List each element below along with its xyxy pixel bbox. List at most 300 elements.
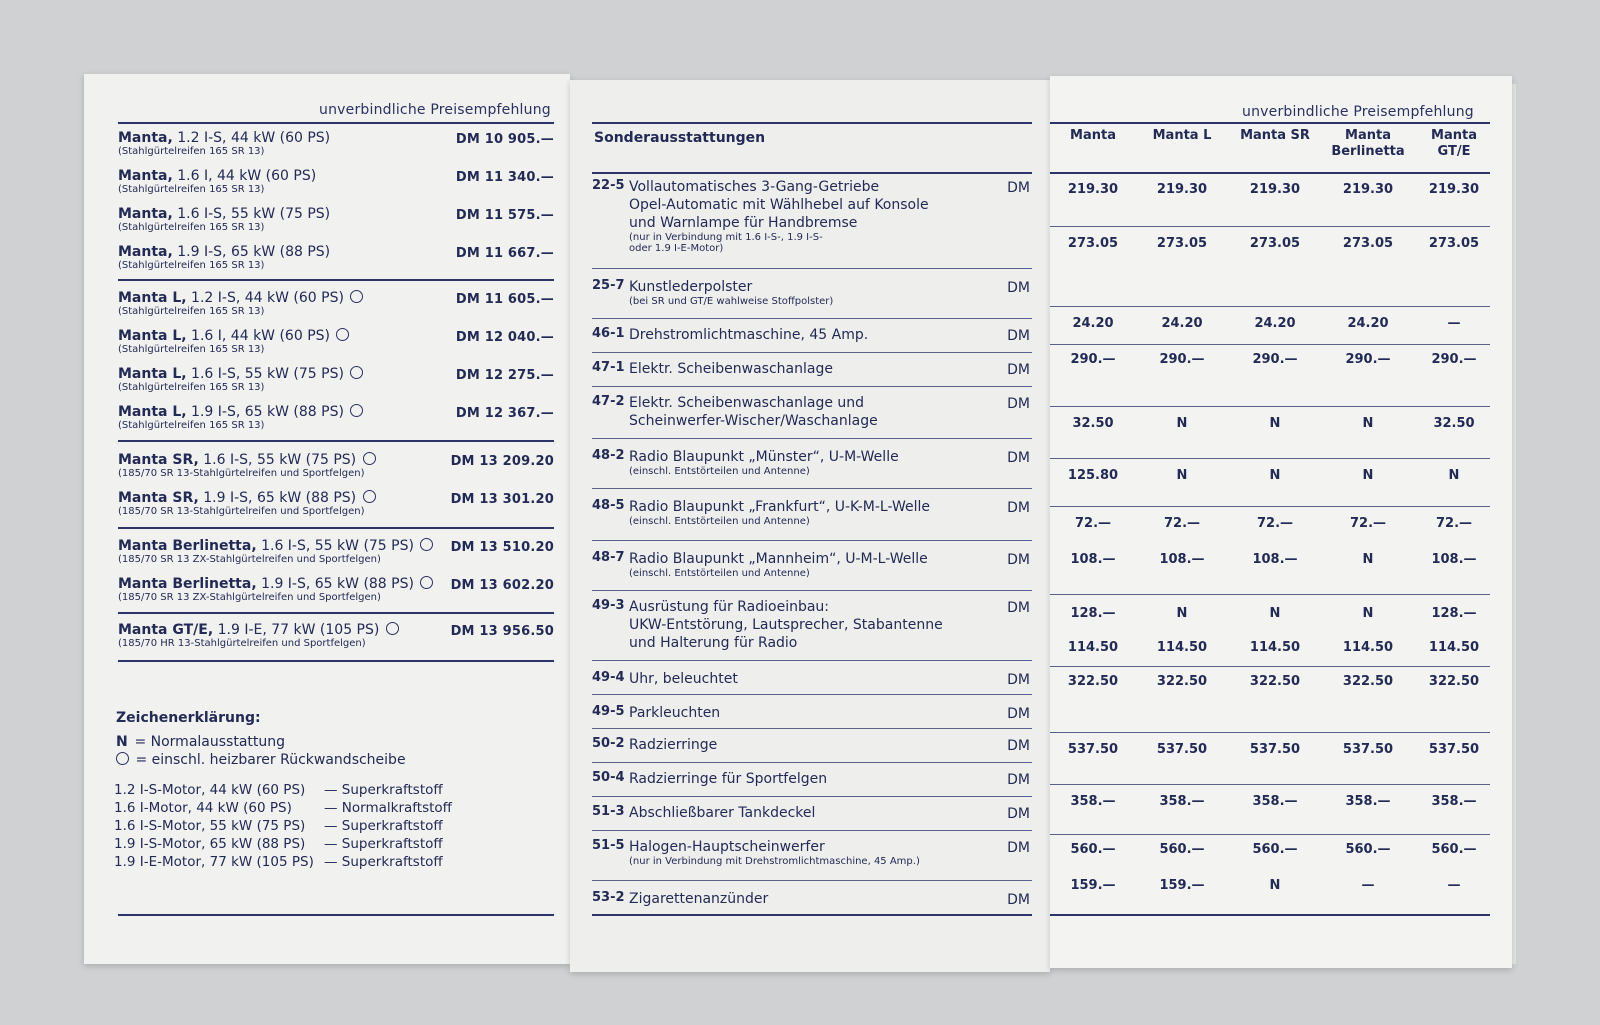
model-price: DM 10 905.— bbox=[455, 132, 554, 147]
option-rule bbox=[592, 762, 1032, 763]
price-row-rule bbox=[1050, 306, 1490, 307]
option-code: 46-1 bbox=[592, 326, 625, 341]
option-rule bbox=[592, 694, 1032, 695]
option-text-line: Radio Blaupunkt „Münster“, U-M-Welle bbox=[629, 449, 899, 465]
option-text-line: Radio Blaupunkt „Frankfurt“, U-K-M-L-Welle bbox=[629, 499, 930, 515]
option-code: 47-2 bbox=[592, 394, 625, 409]
engine-fuel-row bbox=[114, 854, 514, 870]
option-rule bbox=[592, 438, 1032, 439]
price-recommendation-header-right: unverbindliche Preisempfehlung bbox=[1242, 104, 1474, 120]
price-row-rule bbox=[1050, 732, 1490, 733]
price-cell: 273.05 bbox=[1342, 236, 1394, 251]
engine-name: 1.2 I-S-Motor, 44 kW (60 PS) bbox=[114, 782, 306, 798]
model-name: Manta SR, bbox=[118, 452, 199, 468]
option-description bbox=[629, 498, 969, 527]
engine-fuel-row bbox=[114, 836, 514, 852]
model-price: DM 11 605.— bbox=[455, 292, 554, 307]
model-spec: 1.9 I-S, 65 kW (88 PS) bbox=[186, 404, 349, 420]
model-entry bbox=[118, 206, 554, 233]
options-header-rule bbox=[592, 172, 1032, 174]
model-entry bbox=[118, 452, 554, 479]
option-rule bbox=[592, 540, 1032, 541]
model-name: Manta L, bbox=[118, 404, 187, 420]
price-cell: N bbox=[1176, 416, 1188, 431]
column-header-line: Manta L bbox=[1152, 128, 1212, 143]
group-rule bbox=[118, 527, 554, 529]
price-cell: 290.— bbox=[1431, 352, 1477, 367]
model-name: Manta, bbox=[118, 244, 173, 260]
price-row-rule bbox=[1050, 594, 1490, 595]
price-cell: 219.30 bbox=[1067, 182, 1119, 197]
price-cell: 358.— bbox=[1431, 794, 1477, 809]
option-code: 48-5 bbox=[592, 498, 625, 513]
price-row-rule bbox=[1050, 834, 1490, 835]
option-note: oder 1.9 I-E-Motor) bbox=[629, 243, 724, 254]
price-cell: 358.— bbox=[1070, 794, 1116, 809]
price-recommendation-header: unverbindliche Preisempfehlung bbox=[319, 102, 551, 118]
price-cell: 72.— bbox=[1074, 516, 1112, 531]
option-code: 48-7 bbox=[592, 550, 625, 565]
price-cell: 114.50 bbox=[1342, 640, 1394, 655]
price-cell: 159.— bbox=[1159, 878, 1205, 893]
option-rule bbox=[592, 488, 1032, 489]
option-rule bbox=[592, 268, 1032, 269]
price-cell: 72.— bbox=[1163, 516, 1201, 531]
option-code: 50-2 bbox=[592, 736, 625, 751]
model-spec: 1.9 I-E, 77 kW (105 PS) bbox=[213, 622, 384, 638]
option-code: 25-7 bbox=[592, 278, 625, 293]
option-description bbox=[629, 838, 969, 867]
price-cell: 125.80 bbox=[1067, 468, 1119, 483]
option-rule bbox=[592, 590, 1032, 591]
price-cell: 24.20 bbox=[1072, 316, 1114, 331]
heated-rear-window-icon bbox=[420, 576, 433, 589]
option-code: 47-1 bbox=[592, 360, 625, 375]
model-column-header bbox=[1139, 128, 1225, 144]
option-description bbox=[629, 178, 969, 254]
option-description bbox=[629, 360, 969, 378]
price-row-rule bbox=[1050, 458, 1490, 459]
model-price: DM 13 301.20 bbox=[450, 492, 554, 507]
option-text-line: Radzierringe bbox=[629, 737, 718, 753]
option-note: (einschl. Entstörteilen und Antenne) bbox=[629, 568, 810, 579]
option-text-line: Drehstromlichtmaschine, 45 Amp. bbox=[629, 327, 869, 343]
price-cell: 560.— bbox=[1252, 842, 1298, 857]
price-cell: 560.— bbox=[1345, 842, 1391, 857]
model-tyres: (Stahlgürtelreifen 165 SR 13) bbox=[118, 260, 265, 271]
fuel-type: — Normalkraftstoff bbox=[324, 800, 452, 816]
model-tyres: (Stahlgürtelreifen 165 SR 13) bbox=[118, 420, 265, 431]
group-rule bbox=[118, 612, 554, 614]
price-cell: 537.50 bbox=[1156, 742, 1208, 757]
option-text-line: Parkleuchten bbox=[629, 705, 721, 721]
model-price: DM 13 510.20 bbox=[450, 540, 554, 555]
model-spec: 1.9 I-S, 65 kW (88 PS) bbox=[172, 244, 331, 260]
model-name: Manta L, bbox=[118, 290, 187, 306]
option-code: 48-2 bbox=[592, 448, 625, 463]
price-cell: N bbox=[1269, 606, 1281, 621]
model-tyres: (Stahlgürtelreifen 165 SR 13) bbox=[118, 382, 265, 393]
option-text-line: Uhr, beleuchtet bbox=[629, 671, 738, 687]
column-header-line: Manta SR bbox=[1240, 128, 1310, 143]
price-cell: N bbox=[1362, 606, 1374, 621]
price-cell: 537.50 bbox=[1342, 742, 1394, 757]
model-name: Manta L, bbox=[118, 366, 187, 382]
engine-name: 1.9 I-S-Motor, 65 kW (88 PS) bbox=[114, 836, 306, 852]
model-spec: 1.6 I-S, 55 kW (75 PS) bbox=[172, 206, 331, 222]
price-cell: 32.50 bbox=[1433, 416, 1475, 431]
option-description bbox=[629, 326, 969, 344]
model-price: DM 12 040.— bbox=[455, 330, 554, 345]
engine-name: 1.9 I-E-Motor, 77 kW (105 PS) bbox=[114, 854, 314, 870]
engine-name: 1.6 I-Motor, 44 kW (60 PS) bbox=[114, 800, 292, 816]
price-cell: 114.50 bbox=[1249, 640, 1301, 655]
model-entry bbox=[118, 490, 554, 517]
price-row-rule bbox=[1050, 666, 1490, 667]
option-note: (nur in Verbindung mit Drehstromlichtmaschine, 45 Amp.) bbox=[629, 856, 920, 867]
currency-label: DM bbox=[1007, 450, 1030, 466]
model-price: DM 12 367.— bbox=[455, 406, 554, 421]
price-cell: N bbox=[1269, 878, 1281, 893]
price-cell: 273.05 bbox=[1156, 236, 1208, 251]
price-cell: N bbox=[1176, 606, 1188, 621]
option-description bbox=[629, 770, 969, 788]
model-name: Manta Berlinetta, bbox=[118, 576, 257, 592]
model-tyres: (Stahlgürtelreifen 165 SR 13) bbox=[118, 146, 265, 157]
model-name: Manta SR, bbox=[118, 490, 199, 506]
option-rule bbox=[592, 386, 1032, 387]
price-row-rule bbox=[1050, 406, 1490, 407]
option-text-line: Halogen-Hauptscheinwerfer bbox=[629, 839, 825, 855]
group-rule bbox=[118, 279, 554, 281]
currency-label: DM bbox=[1007, 328, 1030, 344]
option-rule bbox=[592, 880, 1032, 881]
price-cell: — bbox=[1361, 878, 1375, 893]
price-cell: N bbox=[1362, 468, 1374, 483]
price-cell: 24.20 bbox=[1161, 316, 1203, 331]
option-code: 53-2 bbox=[592, 890, 625, 905]
price-cell: 114.50 bbox=[1067, 640, 1119, 655]
heated-rear-window-icon bbox=[350, 404, 363, 417]
price-cell: 560.— bbox=[1431, 842, 1477, 857]
model-name: Manta Berlinetta, bbox=[118, 538, 257, 554]
model-tyres: (185/70 SR 13-Stahlgürtelreifen und Sportfelgen) bbox=[118, 506, 365, 517]
options-top-rule bbox=[592, 122, 1032, 124]
model-price: DM 13 956.50 bbox=[450, 624, 554, 639]
price-cell: 72.— bbox=[1349, 516, 1387, 531]
price-cell: 537.50 bbox=[1067, 742, 1119, 757]
option-text-line: Vollautomatisches 3-Gang-Getriebe bbox=[629, 179, 880, 195]
model-spec: 1.6 I, 44 kW (60 PS) bbox=[172, 168, 317, 184]
option-description bbox=[629, 598, 969, 652]
legend-n-text: = Normalausstattung bbox=[134, 734, 286, 750]
model-entry bbox=[118, 130, 554, 157]
model-tyres: (Stahlgürtelreifen 165 SR 13) bbox=[118, 184, 265, 195]
price-cell: — bbox=[1447, 878, 1461, 893]
model-spec: 1.6 I-S, 55 kW (75 PS) bbox=[256, 538, 419, 554]
price-cell: 273.05 bbox=[1249, 236, 1301, 251]
column-header-line: Manta bbox=[1345, 128, 1391, 143]
model-column-header bbox=[1232, 128, 1318, 144]
price-cell: 537.50 bbox=[1249, 742, 1301, 757]
engine-fuel-row bbox=[114, 782, 514, 798]
fuel-type: — Superkraftstoff bbox=[324, 818, 443, 834]
currency-label: DM bbox=[1007, 280, 1030, 296]
model-column-header bbox=[1411, 128, 1497, 160]
price-cell: 322.50 bbox=[1249, 674, 1301, 689]
model-name: Manta, bbox=[118, 130, 173, 146]
price-cell: N bbox=[1448, 468, 1460, 483]
heated-rear-window-icon bbox=[350, 290, 363, 303]
option-text-line: Elektr. Scheibenwaschanlage und bbox=[629, 395, 865, 411]
model-price: DM 13 602.20 bbox=[450, 578, 554, 593]
model-column-header bbox=[1050, 128, 1136, 144]
option-description bbox=[629, 670, 969, 688]
option-note: (einschl. Entstörteilen und Antenne) bbox=[629, 516, 810, 527]
bottom-rule bbox=[118, 914, 554, 916]
model-spec: 1.2 I-S, 44 kW (60 PS) bbox=[172, 130, 331, 146]
options-title: Sonderausstattungen bbox=[594, 130, 766, 146]
price-cell: 108.— bbox=[1431, 552, 1477, 567]
column-header-line: Manta bbox=[1070, 128, 1116, 143]
price-cell: 219.30 bbox=[1428, 182, 1480, 197]
price-row-rule bbox=[1050, 344, 1490, 345]
model-price: DM 12 275.— bbox=[455, 368, 554, 383]
option-code: 49-4 bbox=[592, 670, 625, 685]
model-tyres: (185/70 SR 13-Stahlgürtelreifen und Sportfelgen) bbox=[118, 468, 365, 479]
price-row-rule bbox=[1050, 506, 1490, 507]
model-price: DM 11 340.— bbox=[455, 170, 554, 185]
options-panel bbox=[570, 80, 1050, 972]
engine-fuel-row bbox=[114, 800, 514, 816]
option-text-line: Zigarettenanzünder bbox=[629, 891, 769, 907]
option-description bbox=[629, 550, 969, 579]
heated-rear-window-icon bbox=[363, 452, 376, 465]
column-header-line: Manta bbox=[1431, 128, 1477, 143]
option-rule bbox=[592, 318, 1032, 319]
model-tyres: (Stahlgürtelreifen 165 SR 13) bbox=[118, 306, 265, 317]
model-name: Manta GT/E, bbox=[118, 622, 214, 638]
currency-label: DM bbox=[1007, 672, 1030, 688]
model-entry bbox=[118, 538, 554, 565]
option-code: 49-5 bbox=[592, 704, 625, 719]
option-rule bbox=[592, 728, 1032, 729]
price-cell: N bbox=[1269, 416, 1281, 431]
option-description bbox=[629, 394, 969, 430]
model-prices-panel bbox=[1050, 76, 1512, 968]
model-entry bbox=[118, 168, 554, 195]
currency-label: DM bbox=[1007, 600, 1030, 616]
currency-label: DM bbox=[1007, 738, 1030, 754]
option-text-line: und Warnlampe für Handbremse bbox=[629, 215, 858, 231]
price-cell: 72.— bbox=[1435, 516, 1473, 531]
option-description bbox=[629, 804, 969, 822]
currency-label: DM bbox=[1007, 362, 1030, 378]
option-rule bbox=[592, 796, 1032, 797]
price-cell: 32.50 bbox=[1072, 416, 1114, 431]
engine-name: 1.6 I-S-Motor, 55 kW (75 PS) bbox=[114, 818, 306, 834]
right-header-rule bbox=[1050, 122, 1490, 124]
option-rule bbox=[592, 660, 1032, 661]
model-name: Manta, bbox=[118, 206, 173, 222]
price-cell: 322.50 bbox=[1156, 674, 1208, 689]
header-rule bbox=[118, 122, 554, 124]
legend-circle-text: = einschl. heizbarer Rückwandscheibe bbox=[135, 752, 406, 768]
currency-label: DM bbox=[1007, 806, 1030, 822]
price-cell: 72.— bbox=[1256, 516, 1294, 531]
option-text-line: und Halterung für Radio bbox=[629, 635, 798, 651]
price-cell: 128.— bbox=[1070, 606, 1116, 621]
model-entry bbox=[118, 622, 554, 649]
heated-rear-window-icon bbox=[386, 622, 399, 635]
heated-rear-window-icon bbox=[420, 538, 433, 551]
right-columns-rule bbox=[1050, 172, 1490, 174]
price-cell: 322.50 bbox=[1428, 674, 1480, 689]
price-cell: 358.— bbox=[1159, 794, 1205, 809]
price-cell: 322.50 bbox=[1342, 674, 1394, 689]
option-text-line: Abschließbarer Tankdeckel bbox=[629, 805, 816, 821]
price-cell: 358.— bbox=[1252, 794, 1298, 809]
option-note: (nur in Verbindung mit 1.6 I-S-, 1.9 I-S- bbox=[629, 232, 823, 243]
options-bottom-rule bbox=[592, 914, 1032, 916]
model-entry bbox=[118, 328, 554, 355]
option-note: (einschl. Entstörteilen und Antenne) bbox=[629, 466, 810, 477]
price-cell: 290.— bbox=[1159, 352, 1205, 367]
model-column-header bbox=[1325, 128, 1411, 160]
heated-rear-window-icon bbox=[336, 328, 349, 341]
model-spec: 1.6 I, 44 kW (60 PS) bbox=[186, 328, 335, 344]
legend-circle bbox=[116, 752, 406, 768]
engine-fuel-row bbox=[114, 818, 514, 834]
price-cell: 24.20 bbox=[1347, 316, 1389, 331]
model-entry bbox=[118, 290, 554, 317]
price-cell: 560.— bbox=[1159, 842, 1205, 857]
price-cell: N bbox=[1269, 468, 1281, 483]
fuel-type: — Superkraftstoff bbox=[324, 836, 443, 852]
price-row-rule bbox=[1050, 784, 1490, 785]
model-entry bbox=[118, 366, 554, 393]
price-cell: 108.— bbox=[1252, 552, 1298, 567]
model-tyres: (185/70 HR 13-Stahlgürtelreifen und Sportfelgen) bbox=[118, 638, 366, 649]
price-cell: 273.05 bbox=[1067, 236, 1119, 251]
right-bottom-rule bbox=[1050, 914, 1490, 916]
option-description bbox=[629, 278, 969, 307]
currency-label: DM bbox=[1007, 396, 1030, 412]
model-entry bbox=[118, 404, 554, 431]
column-header-line: Berlinetta bbox=[1331, 144, 1405, 159]
price-cell: 114.50 bbox=[1428, 640, 1480, 655]
option-code: 50-4 bbox=[592, 770, 625, 785]
option-code: 51-3 bbox=[592, 804, 625, 819]
currency-label: DM bbox=[1007, 892, 1030, 908]
group-rule bbox=[118, 440, 554, 442]
model-spec: 1.9 I-S, 65 kW (88 PS) bbox=[256, 576, 419, 592]
price-list-left-panel bbox=[84, 74, 570, 964]
model-tyres: (185/70 SR 13 ZX-Stahlgürtelreifen und Sportfelgen) bbox=[118, 592, 381, 603]
model-tyres: (Stahlgürtelreifen 165 SR 13) bbox=[118, 344, 265, 355]
price-cell: 560.— bbox=[1070, 842, 1116, 857]
option-rule bbox=[592, 830, 1032, 831]
price-cell: 219.30 bbox=[1342, 182, 1394, 197]
option-description bbox=[629, 890, 969, 908]
fuel-type: — Superkraftstoff bbox=[324, 782, 443, 798]
option-text-line: Radzierringe für Sportfelgen bbox=[629, 771, 828, 787]
model-price: DM 11 667.— bbox=[455, 246, 554, 261]
price-cell: 114.50 bbox=[1156, 640, 1208, 655]
price-cell: 290.— bbox=[1070, 352, 1116, 367]
price-row-rule bbox=[1050, 226, 1490, 227]
price-cell: 108.— bbox=[1070, 552, 1116, 567]
currency-label: DM bbox=[1007, 500, 1030, 516]
price-cell: 128.— bbox=[1431, 606, 1477, 621]
price-cell: 159.— bbox=[1070, 878, 1116, 893]
model-name: Manta L, bbox=[118, 328, 187, 344]
option-text-line: Elektr. Scheibenwaschanlage bbox=[629, 361, 833, 377]
option-description bbox=[629, 704, 969, 722]
option-code: 22-5 bbox=[592, 178, 625, 193]
circle-symbol-icon bbox=[116, 752, 129, 765]
price-cell: N bbox=[1362, 552, 1374, 567]
fuel-type: — Superkraftstoff bbox=[324, 854, 443, 870]
price-cell: N bbox=[1362, 416, 1374, 431]
legend-title: Zeichenerklärung: bbox=[116, 710, 261, 726]
price-cell: 358.— bbox=[1345, 794, 1391, 809]
price-cell: 219.30 bbox=[1156, 182, 1208, 197]
model-spec: 1.6 I-S, 55 kW (75 PS) bbox=[198, 452, 361, 468]
option-text-line: Opel-Automatic mit Wählhebel auf Konsole bbox=[629, 197, 929, 213]
option-text-line: Scheinwerfer-Wischer/Waschanlage bbox=[629, 413, 878, 429]
option-text-line: Kunstlederpolster bbox=[629, 279, 753, 295]
currency-label: DM bbox=[1007, 180, 1030, 196]
price-cell: 290.— bbox=[1252, 352, 1298, 367]
model-tyres: (185/70 SR 13 ZX-Stahlgürtelreifen und Sportfelgen) bbox=[118, 554, 381, 565]
heated-rear-window-icon bbox=[350, 366, 363, 379]
currency-label: DM bbox=[1007, 840, 1030, 856]
option-text-line: Radio Blaupunkt „Mannheim“, U-M-L-Welle bbox=[629, 551, 928, 567]
legend-n bbox=[116, 734, 285, 750]
model-tyres: (Stahlgürtelreifen 165 SR 13) bbox=[118, 222, 265, 233]
currency-label: DM bbox=[1007, 552, 1030, 568]
price-cell: — bbox=[1447, 316, 1461, 331]
model-spec: 1.6 I-S, 55 kW (75 PS) bbox=[186, 366, 349, 382]
model-name: Manta, bbox=[118, 168, 173, 184]
model-price: DM 11 575.— bbox=[455, 208, 554, 223]
group-rule bbox=[118, 660, 554, 662]
price-cell: 108.— bbox=[1159, 552, 1205, 567]
price-cell: 219.30 bbox=[1249, 182, 1301, 197]
option-note: (bei SR und GT/E wahlweise Stoffpolster) bbox=[629, 296, 834, 307]
price-cell: 273.05 bbox=[1428, 236, 1480, 251]
price-cell: N bbox=[1176, 468, 1188, 483]
option-description bbox=[629, 448, 969, 477]
model-spec: 1.2 I-S, 44 kW (60 PS) bbox=[186, 290, 349, 306]
legend-n-symbol: N bbox=[116, 734, 128, 750]
column-header-line: GT/E bbox=[1437, 144, 1471, 159]
option-rule bbox=[592, 352, 1032, 353]
price-cell: 322.50 bbox=[1067, 674, 1119, 689]
option-code: 51-5 bbox=[592, 838, 625, 853]
option-text-line: UKW-Entstörung, Lautsprecher, Stabantenne bbox=[629, 617, 943, 633]
currency-label: DM bbox=[1007, 772, 1030, 788]
currency-label: DM bbox=[1007, 706, 1030, 722]
model-spec: 1.9 I-S, 65 kW (88 PS) bbox=[198, 490, 361, 506]
option-text-line: Ausrüstung für Radioeinbau: bbox=[629, 599, 830, 615]
option-code: 49-3 bbox=[592, 598, 625, 613]
model-price: DM 13 209.20 bbox=[450, 454, 554, 469]
option-description bbox=[629, 736, 969, 754]
price-cell: 537.50 bbox=[1428, 742, 1480, 757]
model-entry bbox=[118, 576, 554, 603]
